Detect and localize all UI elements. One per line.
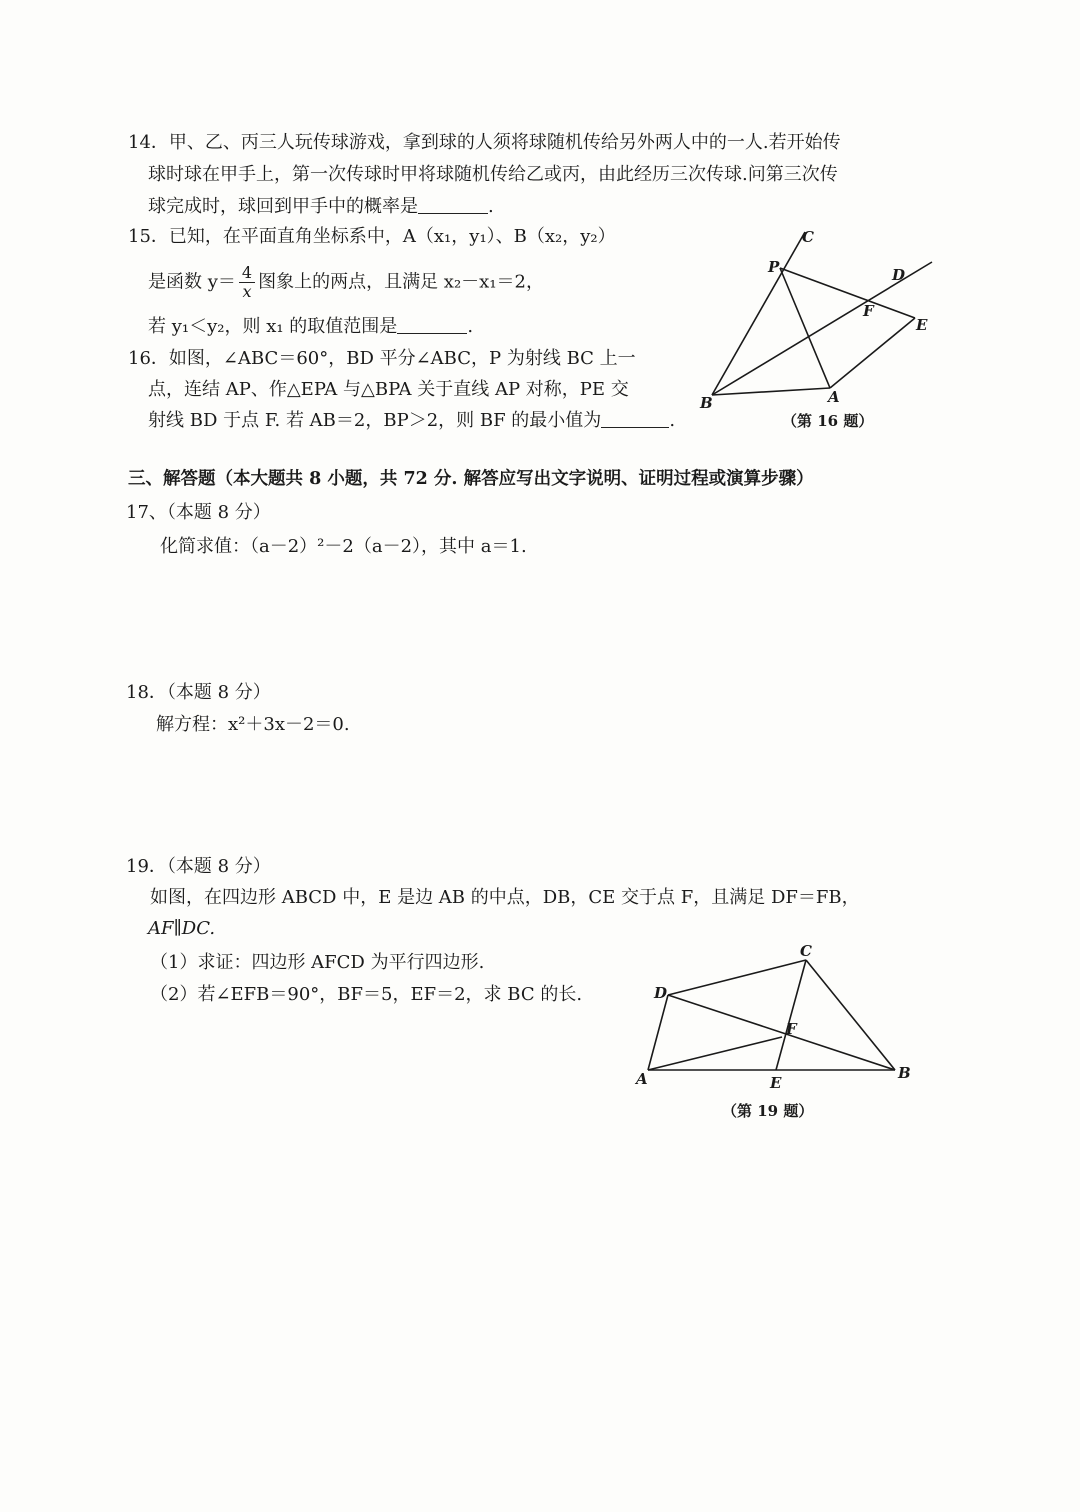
segment-ce (776, 960, 806, 1070)
q15-end: . (467, 316, 474, 337)
q15-line-2-pre: 是函数 y＝ (148, 271, 236, 293)
q15-fraction (239, 264, 255, 301)
label-a-19: A (636, 1070, 648, 1088)
label-e: E (916, 316, 928, 334)
segment-ba (712, 388, 830, 395)
q14-line-3 (148, 194, 494, 220)
segment-af (648, 1037, 782, 1070)
q14-line-3-text: 球完成时，球回到甲手中的概率是 (148, 196, 418, 217)
label-f: F (863, 302, 874, 320)
q19-header: 19．（本题 8 分） (126, 856, 271, 877)
q19-part-1: （1）求证：四边形 AFCD 为平行四边形. (150, 952, 485, 973)
q19-line-2: AF∥DC. (148, 918, 216, 939)
q16-end: . (669, 410, 676, 431)
q16-answer-blank[interactable] (601, 409, 669, 428)
q18-header: 18．（本题 8 分） (126, 682, 271, 703)
q15-line-1: 15．已知，在平面直角坐标系中，A（x₁，y₁）、B（x₂，y₂） (128, 226, 616, 247)
segment-ae (830, 318, 915, 388)
q14-line-1: 14．甲、乙、丙三人玩传球游戏，拿到球的人须将球随机传给另外两人中的一人.若开始传 (128, 132, 841, 153)
q15-line-3-text: 若 y₁＜y₂，则 x₁ 的取值范围是 (148, 316, 398, 337)
segment-cb (806, 960, 895, 1070)
q16-line-3-text: 射线 BD 于点 F. 若 AB＝2，BP＞2，则 BF 的最小值为 (148, 410, 602, 431)
label-e-19: E (770, 1074, 782, 1092)
q19-line-1: 如图，在四边形 ABCD 中，E 是边 AB 的中点，DB，CE 交于点 F，且满足 DF＝FB， (150, 887, 860, 908)
q15-line-2 (148, 264, 544, 301)
q15-line-3 (148, 314, 473, 340)
q17-header: 17、（本题 8 分） (126, 502, 271, 523)
q18-body: 解方程：x²＋3x－2＝0. (156, 714, 350, 735)
q15-fraction-numerator: 4 (239, 264, 255, 283)
q17-body: 化简求值：（a－2）²－2（a－2），其中 a＝1. (160, 536, 527, 557)
label-c-19: C (800, 942, 812, 960)
q15-line-2-post: 图象上的两点，且满足 x₂－x₁＝2， (258, 271, 544, 293)
figure-16 (690, 220, 950, 440)
label-b-19: B (898, 1064, 911, 1082)
q16-line-1: 16．如图，∠ABC＝60°，BD 平分∠ABC，P 为射线 BC 上一 (128, 348, 636, 369)
ray-bc (712, 232, 805, 395)
segment-db (668, 995, 895, 1070)
q19-part-2: （2）若∠EFB＝90°，BF＝5，EF＝2，求 BC 的长. (150, 984, 583, 1005)
label-p: P (768, 258, 780, 276)
q14-line-2: 球时球在甲手上，第一次传球时甲将球随机传给乙或丙，由此经历三次传球.问第三次传 (148, 164, 838, 185)
figure-19 (630, 940, 920, 1095)
q15-fraction-denominator: x (242, 282, 252, 301)
label-b: B (700, 394, 713, 412)
q14-answer-blank[interactable] (418, 195, 488, 214)
segment-dc (668, 960, 806, 995)
q16-line-2: 点，连结 AP、作△EPA 与△BPA 关于直线 AP 对称，PE 交 (148, 379, 629, 400)
label-a: A (828, 388, 840, 406)
section-3-title: 三、解答题（本大题共 8 小题，共 72 分. 解答应写出文字说明、证明过程或演算步骤） (128, 469, 814, 489)
q14-end: . (488, 196, 494, 217)
label-f-19: F (786, 1020, 797, 1038)
segment-ad (648, 995, 668, 1070)
figure-16-caption: （第 16 题） (782, 412, 874, 430)
q15-answer-blank[interactable] (397, 315, 467, 334)
q16-line-3 (148, 408, 675, 434)
label-d-19: D (654, 984, 668, 1002)
figure-19-caption: （第 19 题） (722, 1102, 814, 1120)
label-d: D (892, 266, 906, 284)
label-c: C (802, 228, 814, 246)
